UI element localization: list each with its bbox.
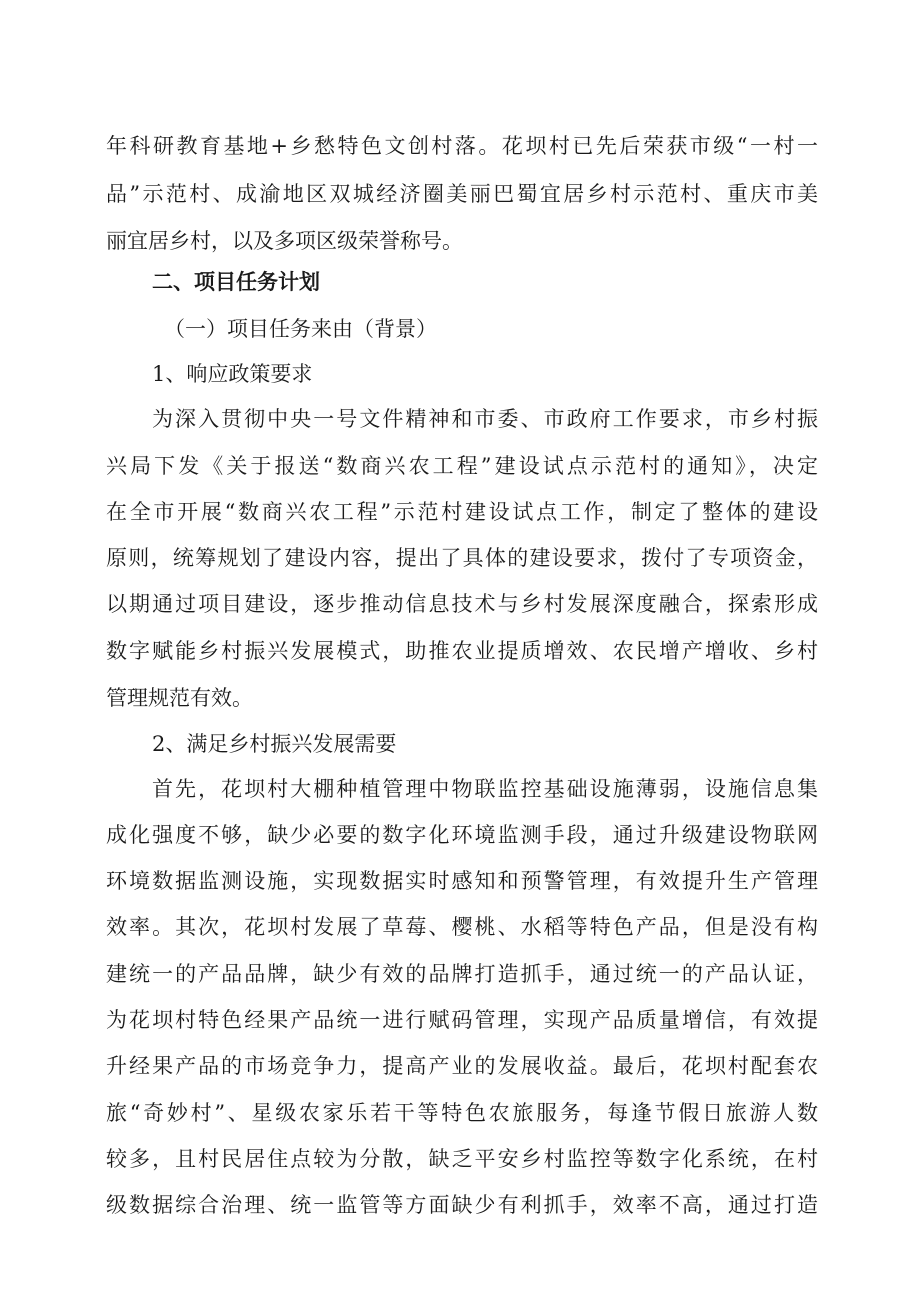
paragraph-line: 原则，统筹规划了建设内容，提出了具体的建设要求，拨付了专项资金， xyxy=(106,546,818,570)
paragraph-line: 年科研教育基地+乡愁特色文创村落。花坝村已先后荣获市级“一村一 xyxy=(106,134,818,158)
paragraph-line: 为深入贯彻中央一号文件精神和市委、市政府工作要求，市乡村振 xyxy=(152,407,818,431)
subsection-heading: （一）项目任务来由（背景） xyxy=(164,317,437,341)
paragraph-line: 升经果产品的市场竞争力，提高产业的发展收益。最后，花坝村配套农 xyxy=(106,1054,818,1078)
paragraph-line: 较多，且村民居住点较为分散，缺乏平安乡村监控等数字化系统，在村 xyxy=(106,1147,818,1171)
section-heading: 二、项目任务计划 xyxy=(152,270,320,294)
paragraph-line: 丽宜居乡村，以及多项区级荣誉称号。 xyxy=(106,229,463,253)
paragraph-line: 在全市开展“数商兴农工程”示范村建设试点工作，制定了整体的建设 xyxy=(106,500,818,524)
paragraph-line: 以期通过项目建设，逐步推动信息技术与乡村发展深度融合，探索形成 xyxy=(106,592,818,616)
item-heading: 1、响应政策要求 xyxy=(152,362,313,386)
paragraph-line: 环境数据监测设施，实现数据实时感知和预警管理，有效提升生产管理 xyxy=(106,869,818,893)
paragraph-line: 兴局下发《关于报送“数商兴农工程”建设试点示范村的通知》，决定 xyxy=(106,454,818,478)
paragraph-line: 级数据综合治理、统一监管等方面缺少有利抓手，效率不高，通过打造 xyxy=(106,1193,818,1217)
paragraph-line: 效率。其次，花坝村发展了草莓、樱桃、水稻等特色产品，但是没有构 xyxy=(106,915,818,939)
paragraph-line: 首先，花坝村大棚种植管理中物联监控基础设施薄弱，设施信息集 xyxy=(152,777,818,801)
paragraph-line: 旅“奇妙村”、星级农家乐若干等特色农旅服务，每逢节假日旅游人数 xyxy=(106,1101,818,1125)
paragraph-line: 建统一的产品品牌，缺少有效的品牌打造抓手，通过统一的产品认证， xyxy=(106,962,818,986)
paragraph-line: 成化强度不够，缺少必要的数字化环境监测手段，通过升级建设物联网 xyxy=(106,823,818,847)
item-heading: 2、满足乡村振兴发展需要 xyxy=(152,732,397,756)
paragraph-line: 品”示范村、成渝地区双城经济圈美丽巴蜀宜居乡村示范村、重庆市美 xyxy=(106,182,818,206)
paragraph-line: 管理规范有效。 xyxy=(106,686,253,710)
paragraph-line: 数字赋能乡村振兴发展模式，助推农业提质增效、农民增产增收、乡村 xyxy=(106,639,818,663)
paragraph-line: 为花坝村特色经果产品统一进行赋码管理，实现产品质量增信，有效提 xyxy=(106,1008,818,1032)
